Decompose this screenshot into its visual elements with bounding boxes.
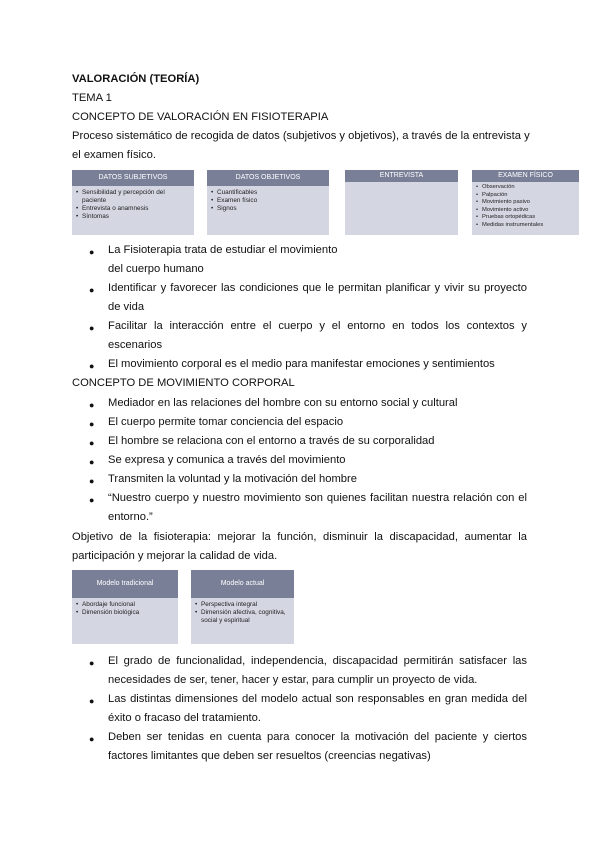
bullet-icon: ● [89,285,95,295]
diagram-item: • Abordaje funcional [76,601,174,609]
list-item-line: escenarios [108,339,163,351]
list-item-line: El grado de funcionalidad, independencia, discapacidad permitirán satisfacer las [108,655,527,667]
list-item-line: de vida [108,301,145,313]
section-title-movimiento: CONCEPTO DE MOVIMIENTO CORPORAL [72,377,295,389]
diagram-box-modelo-tradicional [72,570,178,644]
intro-line: el examen físico. [72,149,156,161]
bullet-icon: ● [89,323,95,333]
bullet-icon: ● [89,495,95,505]
bullet-icon: ● [89,400,95,410]
diagram-item: • Palpación [476,192,575,200]
diagram-item: • Cuantificables [211,189,325,197]
bullet-icon: ● [89,438,95,448]
diagram-item: • Signos [211,205,325,213]
list-item [108,355,527,374]
list-item [108,394,527,413]
list-item-line: El hombre se relaciona con el entorno a través de su corporalidad [108,435,435,447]
diagram-box-header: Modelo actual [191,570,294,598]
diagram-box-header: EXAMEN FÍSICO [472,170,579,182]
list-item-line: factores limitantes que deben ser resueltos (creencias negativas) [108,750,431,762]
list-item [108,241,527,279]
bullet-icon: ● [89,658,95,668]
list-item [108,432,527,451]
diagram-item: • Sensibilidad y percepción del paciente [76,189,190,205]
list-item [108,652,527,690]
list-item [108,451,527,470]
list-item-line: entorno.” [108,511,153,523]
diagram-box-datos-objetivos [207,170,329,235]
list-item [108,413,527,432]
bullet-icon: ● [89,476,95,486]
list-item [108,470,527,489]
list-item-line: El cuerpo permite tomar conciencia del espacio [108,416,344,428]
diagram-item: • Movimiento pasivo [476,199,575,207]
diagram-item: • Observación [476,184,575,192]
diagram-item: • Dimensión afectiva, cognitiva, social y espiritual [195,609,290,625]
list-item-line: Facilitar la interacción entre el cuerpo y el entorno en todos los contextos y [108,320,527,332]
list-item [108,728,527,766]
list-item [108,489,527,527]
diagram-box-examen-fisico [472,170,579,235]
diagram-box-modelo-actual [191,570,294,644]
bullet-icon: ● [89,419,95,429]
diagram-box-header: Modelo tradicional [72,570,178,598]
list-item-line: Se expresa y comunica a través del movimiento [108,454,346,466]
objective-line: participación y mejorar la calidad de vida. [72,550,278,562]
list-item-line: Mediador en las relaciones del hombre con su entorno social y cultural [108,397,458,409]
diagram-item: • Entrevista o anamnesis [76,205,190,213]
diagram-item: • Movimiento activo [476,207,575,215]
list-item-line: La Fisioterapia trata de estudiar el movimiento [108,244,338,256]
diagram-box-datos-subjetivos [72,170,194,235]
diagram-item: • Medidas instrumentales [476,222,575,230]
diagram-box-header: ENTREVISTA [345,170,458,182]
list-item-line: necesidades de ser, tener, hacer y estar, para cumplir un proyecto de vida. [108,674,478,686]
diagram-item: • Pruebas ortopédicas [476,214,575,222]
bullet-icon: ● [89,734,95,744]
list-item-line: El movimiento corporal es el medio para manifestar emociones y sentimientos [108,358,495,370]
list-item-line: “Nuestro cuerpo y nuestro movimiento son quienes facilitan nuestra relación con el [108,492,527,504]
diagram-box-header: DATOS SUBJETIVOS [72,170,194,186]
topic-label: TEMA 1 [72,92,112,104]
list-item-line: Las distintas dimensiones del modelo actual son responsables en gran medida del [108,693,527,705]
list-item-line: del cuerpo humano [108,263,204,275]
diagram-item: • Síntomas [76,213,190,221]
bullet-icon: ● [89,457,95,467]
list-item-line: Deben ser tenidas en cuenta para conocer la motivación del paciente y ciertos [108,731,527,743]
section-title-valoracion: CONCEPTO DE VALORACIÓN EN FISIOTERAPIA [72,111,329,123]
diagram-item: • Dimensión biológica [76,609,174,617]
list-item [108,690,527,728]
diagram-box-header: DATOS OBJETIVOS [207,170,329,186]
list-item-line: Identificar y favorecer las condiciones que le permitan planificar y vivir su proyecto [108,282,527,294]
diagram-item: • Perspectiva integral [195,601,290,609]
list-item [108,317,527,355]
bullet-icon: ● [89,696,95,706]
list-item [108,279,527,317]
list-item-line: éxito o fracaso del tratamiento. [108,712,261,724]
bullet-icon: ● [89,247,95,257]
page-heading: VALORACIÓN (TEORÍA) [72,73,200,85]
diagram-item: • Examen físico [211,197,325,205]
intro-line: Proceso sistemático de recogida de datos (subjetivos y objetivos), a través de la entrevista y [72,130,530,142]
objective-line: Objetivo de la fisioterapia: mejorar la función, disminuir la discapacidad, aumentar la [72,531,527,543]
diagram-box-entrevista [345,170,458,235]
list-item-line: Transmiten la voluntad y la motivación del hombre [108,473,357,485]
bullet-icon: ● [89,361,95,371]
